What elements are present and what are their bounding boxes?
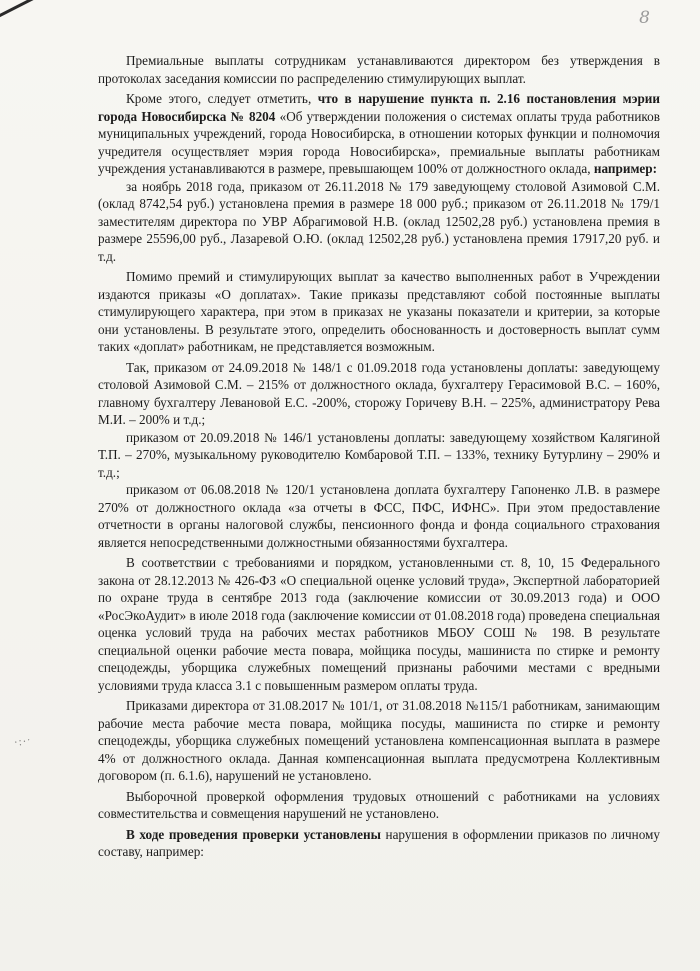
paragraph-order-146-1 — [98, 429, 660, 482]
text-run: Выборочной проверкой оформления трудовых отношений с работниками на условиях совместительства и совмещения нарушений не установлено. — [98, 788, 660, 821]
paragraph-supplement-orders — [98, 268, 660, 356]
staple-mark — [0, 0, 77, 21]
text-run: например: — [593, 161, 658, 176]
text-run: что в нарушение пункта п. 2.16 постановления мэрии города Новосибирска № 8204 — [98, 91, 660, 124]
text-run: Так, приказом от 24.09.2018 № 148/1 с 01.09.2018 года установлены доплаты: заведующему столовой Азимовой С.М. – 215% от должностного оклада, бухгалтеру Герасимовой В.С. – 160%, главному бухгалтеру Левановой Е.С. -200%, сторожу Горичеву В.Н. – 225%, администратору Рева М.И. – 200% и т.д.; — [98, 359, 660, 427]
text-run: В соответствии с требованиями и порядком, установленными ст. 8, 10, 15 Федерального закона от 28.12.2013 № 426-ФЗ «О специальной оценке условий труда», Экспертной лабораторией по охране труда в сентябре 2013 года (заключение комиссии от 30.09.2013 года) и ООО «РосЭкоАудит» в июле 2018 года (заключение комиссии от 01.08.2018 года) проведена специальная оценка условий труда на рабочих местах работников МБОУ СОШ № 198. В результате специальной оценки рабочие места повара, мойщика посуды, машиниста по стирке и ремонту спецодежды, уборщика служебных помещений признаны рабочими местами с вредными условиями труда класса 3.1 с повышенным размером оплаты труда. — [98, 555, 660, 693]
text-run: «Об утверждении положения о системах оплаты труда работников муниципальных учреждений, города Новосибирска, в отношении которых функции и полномочия учредителя осуществляет мэрия города Новосибирска», премиальные выплаты работникам учреждения устанавливаются в размере, превышающем 100% от должностного оклада, — [98, 108, 660, 176]
paragraph-violation-2-16 — [98, 90, 660, 178]
margin-mark: ·:·ˑ — [13, 735, 33, 749]
text-run: В ходе проведения проверки установлены — [126, 826, 381, 842]
text-run: Помимо премий и стимулирующих выплат за качество выполненных работ в Учреждении издаются приказы «О доплатах». Такие приказы представляют собой постоянные выплаты стимулирующего характера, при этом в приказах не указаны показатели и критерии, за которые они установлены. В результате этого, определить обоснованность и достоверность выплат сумм таких «доплат» работникам, не представляется возможным. — [98, 269, 660, 354]
paragraph-part-time-check — [98, 788, 660, 823]
paragraph-order-148-1 — [98, 359, 660, 429]
paragraph-november-example — [98, 178, 660, 266]
text-run: Премиальные выплаты сотрудникам устанавливаются директором без утверждения в протоколах заседания комиссии по распределению стимулирующих выплат. — [98, 53, 660, 86]
text-run: приказом от 20.09.2018 № 146/1 установлены доплаты: заведующему хозяйством Калягиной Т.П. – 270%, музыкальному руководителю Комбаровой Т.П. – 133%, технику Бутурлину – 290% и т.д.; — [98, 429, 660, 480]
paragraph-compensation-orders — [98, 697, 660, 785]
paragraph-order-120-1 — [98, 481, 660, 551]
document-body — [98, 52, 660, 861]
page-number: 8 — [639, 8, 650, 28]
text-run: нарушения в оформлении приказов по личному составу, например: — [98, 826, 660, 859]
paragraph-special-assessment — [98, 554, 660, 694]
text-run: приказом от 06.08.2018 № 120/1 установлена доплата бухгалтеру Гапоненко Л.В. в размере 270% от должностного оклада «за отчеты в ФСС, ПФС, ИФНС». При этом предоставление отчетности в органы налоговой службы, пенсионного фонда и фонда социального страхования является непосредственными должностными обязанностями бухгалтера. — [98, 482, 660, 550]
text-run: за ноябрь 2018 года, приказом от 26.11.2018 № 179 заведующему столовой Азимовой С.М. (оклад 8742,54 руб.) установлена премия в размере 18 000 руб.; приказом от 26.11.2018 № 179/1 заместителям директора по УВР Абрагимовой Н.В. (оклад 12502,28 руб.) установлена премия в размере 25596,00 руб., Лазаревой О.Ю. (оклад 12502,28 руб.) установлена премия 17917,20 руб. и т.д. — [98, 178, 660, 264]
text-run: Приказами директора от 31.08.2017 № 101/1, от 31.08.2018 №115/1 работникам, занимающим рабочие места рабочие места повара, мойщика посуды, машиниста по стирке и ремонту спецодежды, уборщика служебных помещений установлена компенсационная выплата в размере 4% от должностного оклада. Данная компенсационная выплата предусмотрена Коллективным договором (п. 6.1.6), нарушений не установлено. — [98, 698, 660, 783]
text-run: Кроме этого, следует отметить, — [126, 91, 318, 106]
paragraph-personnel-orders — [98, 826, 660, 861]
paragraph-bonus-approval — [98, 52, 660, 87]
